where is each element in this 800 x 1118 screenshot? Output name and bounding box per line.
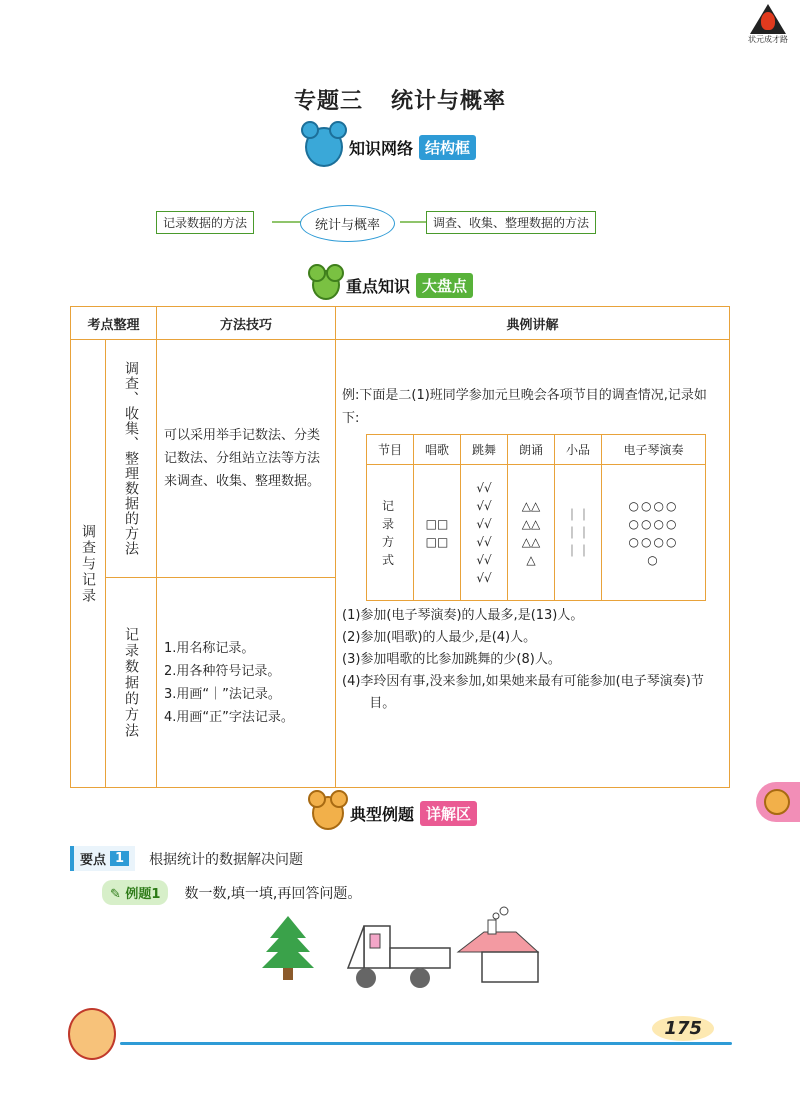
key-knowledge-table [70, 306, 730, 788]
method2-line: 3.用画“｜”法记录。 [164, 686, 281, 702]
tally-row-label: 记录方式 [367, 465, 414, 601]
house-figure [458, 907, 538, 982]
mouse-mascot-icon [305, 127, 343, 167]
map-node-right: 调查、收集、整理数据的方法 [426, 211, 596, 234]
section-key-label: 重点知识 [346, 276, 411, 296]
footer-mascot-icon [68, 1008, 116, 1060]
header-topic: 考点整理 [71, 307, 157, 340]
tally-header: 唱歌 [414, 435, 461, 465]
sub1-label: 调查、收集、整理数据的方法 [123, 361, 139, 556]
example-tag: ✎ 例题1 [102, 880, 168, 905]
flame-logo-icon [750, 4, 786, 34]
section-examples-badge: 详解区 [420, 801, 477, 826]
key-point-row [70, 846, 303, 871]
key-point-tag: 要点 1 [70, 846, 135, 871]
tally-table [366, 434, 706, 601]
section-knowledge-label: 知识网络 [349, 138, 414, 158]
title-part2: 统计与概率 [391, 89, 507, 114]
tally-singing: □□ □□ [414, 465, 461, 601]
section-examples-label: 典型例题 [350, 804, 415, 824]
tally-header: 电子琴演奏 [602, 435, 706, 465]
tally-keyboard: ○○○○ ○○○○ ○○○○ ○ [602, 465, 706, 601]
question-2: (2)参加(唱歌)的人最少,是(4)人。 [342, 630, 537, 645]
truck-figure [348, 926, 450, 988]
section-key-badge: 大盘点 [416, 273, 473, 298]
pencil-icon: ✎ [110, 887, 126, 902]
method2-line: 1.用名称记录。 [164, 640, 255, 656]
page-title [0, 84, 800, 115]
map-node-left: 记录数据的方法 [156, 211, 254, 234]
section-examples-header [312, 796, 477, 830]
monkey-mascot-icon [312, 796, 344, 830]
section-knowledge-badge: 结构框 [419, 135, 476, 160]
frog-mascot-icon [312, 270, 340, 300]
section-key-header [312, 268, 473, 302]
question-4: (4)李玲因有事,没来参加,如果她来最有可能参加(电子琴演奏)节目。 [342, 674, 704, 711]
method2-line: 2.用各种符号记录。 [164, 663, 281, 679]
header-example: 典例讲解 [336, 307, 730, 340]
header-method: 方法技巧 [157, 307, 336, 340]
shapes-illustration [256, 906, 546, 996]
sub2-label: 记录数据的方法 [123, 626, 139, 739]
side-tab [756, 782, 800, 822]
tree-figure [262, 916, 314, 980]
tally-header: 朗诵 [508, 435, 555, 465]
footer-line [120, 1042, 732, 1045]
example-cell [336, 340, 730, 788]
tally-reciting: △△ △△ △△ △ [508, 465, 555, 601]
sub2-cell [106, 578, 157, 788]
monkey-face-icon [764, 789, 790, 815]
method1-text: 可以采用举手记数法、分类记数法、分组站立法等方法来调查、收集、整理数据。 [164, 428, 321, 489]
corner-logo-caption: 状元成才路 [748, 35, 788, 44]
topic-label: 调查与记录 [80, 523, 96, 604]
corner-logo [744, 4, 792, 45]
tally-dancing: √√ √√ √√ √√ √√ √√ [461, 465, 508, 601]
example-intro: 例:下面是二(1)班同学参加元旦晚会各项节目的调查情况,记录如下: [342, 388, 707, 426]
tally-header: 节目 [367, 435, 414, 465]
map-connector-right [400, 221, 428, 223]
question-1: (1)参加(电子琴演奏)的人最多,是(13)人。 [342, 608, 584, 623]
topic-cell [71, 340, 106, 788]
method2-cell [157, 578, 336, 788]
tally-skit: ｜｜ ｜｜ ｜｜ [555, 465, 602, 601]
method1-cell [157, 340, 336, 578]
key-point-number: 1 [110, 851, 129, 866]
key-point-text: 根据统计的数据解决问题 [149, 851, 304, 868]
example-text: 数一数,填一填,再回答问题。 [184, 885, 362, 902]
question-3: (3)参加唱歌的比参加跳舞的少(8)人。 [342, 652, 561, 667]
tally-header: 跳舞 [461, 435, 508, 465]
example-row [102, 880, 361, 905]
title-part1: 专题三 [293, 89, 363, 114]
map-node-center: 统计与概率 [300, 205, 395, 242]
section-knowledge-header [305, 130, 476, 164]
page-number: 175 [652, 1016, 714, 1041]
method2-line: 4.用画“正”字法记录。 [164, 709, 294, 725]
sub1-cell [106, 340, 157, 578]
tally-header: 小品 [555, 435, 602, 465]
